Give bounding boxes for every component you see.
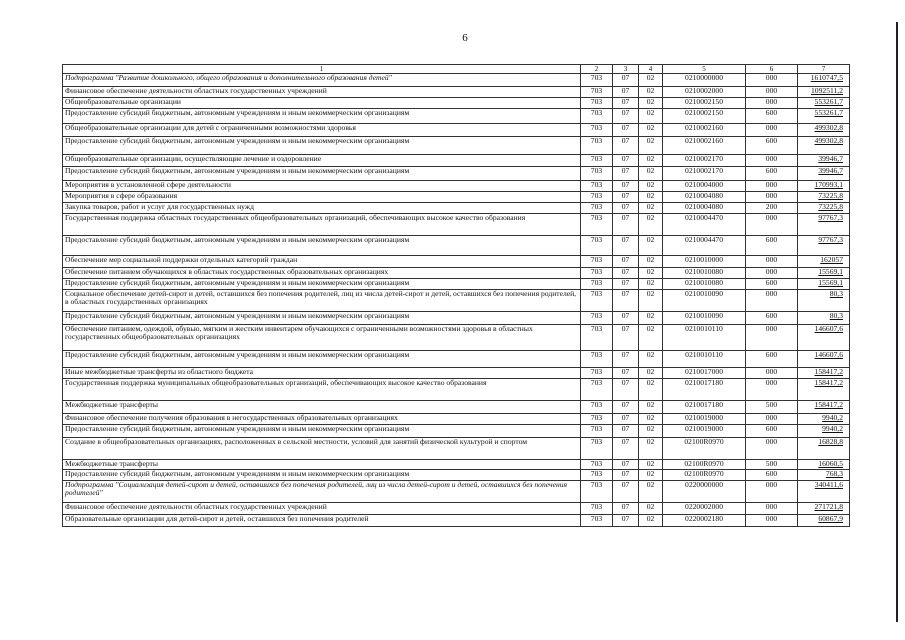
row-ministry-code: 703: [581, 503, 613, 515]
row-ministry-code: 703: [581, 98, 613, 109]
page-number: 6: [462, 32, 468, 44]
row-amount: 499302,8: [798, 137, 850, 155]
row-target-code: 0210010110: [663, 351, 746, 368]
row-section-code: 07: [613, 214, 639, 236]
row-subsection-code: 02: [639, 401, 663, 414]
row-target-code: 0210017180: [663, 401, 746, 414]
row-section-code: 07: [613, 181, 639, 192]
row-subsection-code: 02: [639, 425, 663, 438]
row-amount: 162057: [798, 256, 850, 268]
row-ministry-code: 703: [581, 312, 613, 325]
row-expense-type: 000: [746, 503, 798, 515]
row-target-code: 0210010090: [663, 312, 746, 325]
row-description: Межбюджетные трансферты: [63, 460, 581, 470]
row-description: Обеспечение питанием обучающихся в областных государственных образовательных организациях: [63, 268, 581, 279]
row-description: Образовательные организации для детей-сирот и детей, оставшихся без попечения родителей: [63, 515, 581, 527]
row-section-code: 07: [613, 236, 639, 256]
row-ministry-code: 703: [581, 470, 613, 481]
table-row: [63, 414, 850, 425]
row-description: Финансовое обеспечение получения образования в негосударственных образовательных организациях: [63, 414, 581, 425]
row-section-code: 07: [613, 312, 639, 325]
row-subsection-code: 02: [639, 268, 663, 279]
row-target-code: 0210019000: [663, 425, 746, 438]
row-section-code: 07: [613, 279, 639, 290]
table-row: [63, 268, 850, 279]
page-edge-bar: [896, 22, 898, 622]
header-cell: 3: [613, 65, 639, 74]
row-target-code: 0210004080: [663, 203, 746, 214]
row-section-code: 07: [613, 414, 639, 425]
row-subsection-code: 02: [639, 236, 663, 256]
row-ministry-code: 703: [581, 74, 613, 87]
budget-table: [62, 64, 850, 527]
table-row: [63, 155, 850, 167]
row-expense-type: 000: [746, 214, 798, 236]
row-section-code: 07: [613, 87, 639, 98]
row-expense-type: 600: [746, 351, 798, 368]
table-row: [63, 214, 850, 236]
row-target-code: 02100R0970: [663, 470, 746, 481]
table-row: [63, 74, 850, 87]
table-row: [63, 515, 850, 527]
header-cell: 4: [639, 65, 663, 74]
table-row: [63, 503, 850, 515]
row-subsection-code: 02: [639, 515, 663, 527]
table-row: [63, 98, 850, 109]
row-subsection-code: 02: [639, 137, 663, 155]
row-target-code: 0210017180: [663, 379, 746, 401]
row-target-code: 0210010110: [663, 325, 746, 351]
row-section-code: 07: [613, 137, 639, 155]
table-row: [63, 351, 850, 368]
row-description: Мероприятия в установленной сфере деятельности: [63, 181, 581, 192]
row-expense-type: 600: [746, 137, 798, 155]
table-row: [63, 325, 850, 351]
row-expense-type: 600: [746, 279, 798, 290]
row-section-code: 07: [613, 401, 639, 414]
row-expense-type: 600: [746, 425, 798, 438]
row-target-code: 0210004470: [663, 214, 746, 236]
row-section-code: 07: [613, 256, 639, 268]
table-row: [63, 379, 850, 401]
row-ministry-code: 703: [581, 155, 613, 167]
row-amount: 73225,8: [798, 203, 850, 214]
row-ministry-code: 703: [581, 414, 613, 425]
row-subsection-code: 02: [639, 167, 663, 181]
row-target-code: 0210010080: [663, 279, 746, 290]
row-target-code: 0210002150: [663, 98, 746, 109]
table-row: [63, 312, 850, 325]
row-ministry-code: 703: [581, 481, 613, 503]
row-ministry-code: 703: [581, 167, 613, 181]
row-amount: 499302,8: [798, 124, 850, 137]
row-description: Предоставление субсидий бюджетным, автономным учреждениям и иным некоммерческим организациям: [63, 470, 581, 481]
row-ministry-code: 703: [581, 425, 613, 438]
row-amount: 15569,1: [798, 279, 850, 290]
row-ministry-code: 703: [581, 351, 613, 368]
row-target-code: 0210002160: [663, 124, 746, 137]
row-expense-type: 500: [746, 460, 798, 470]
table-row: [63, 203, 850, 214]
row-target-code: 0220002000: [663, 503, 746, 515]
row-expense-type: 000: [746, 268, 798, 279]
row-amount: 97767,3: [798, 214, 850, 236]
row-description: Закупка товаров, работ и услуг для государственных нужд: [63, 203, 581, 214]
table-row: [63, 481, 850, 503]
row-section-code: 07: [613, 470, 639, 481]
row-description: Обеспечение питанием, одеждой, обувью, мягким и жестким инвентарем обучающихся с ограниченными возможностями здоровья в областных государственных общеобразовательных организациях: [63, 325, 581, 351]
row-expense-type: 000: [746, 98, 798, 109]
row-subsection-code: 02: [639, 379, 663, 401]
row-amount: 80,3: [798, 290, 850, 312]
row-description: Предоставление субсидий бюджетным, автономным учреждениям и иным некоммерческим организациям: [63, 312, 581, 325]
row-section-code: 07: [613, 98, 639, 109]
row-ministry-code: 703: [581, 515, 613, 527]
table-row: [63, 137, 850, 155]
table-row: [63, 438, 850, 460]
row-ministry-code: 703: [581, 203, 613, 214]
row-target-code: 0220002180: [663, 515, 746, 527]
row-subsection-code: 02: [639, 325, 663, 351]
row-amount: 16828,8: [798, 438, 850, 460]
table-row: [63, 181, 850, 192]
row-description: Мероприятия в сфере образования: [63, 192, 581, 203]
row-subsection-code: 02: [639, 414, 663, 425]
row-subsection-code: 02: [639, 351, 663, 368]
row-description: Предоставление субсидий бюджетным, автономным учреждениям и иным некоммерческим организациям: [63, 236, 581, 256]
row-amount: 158417,2: [798, 368, 850, 379]
row-section-code: 07: [613, 290, 639, 312]
row-target-code: 0210000000: [663, 74, 746, 87]
row-description: Подпрограмма "Развитие дошкольного, общего образования и дополнительного образования детей": [63, 74, 581, 87]
row-section-code: 07: [613, 74, 639, 87]
row-expense-type: 000: [746, 290, 798, 312]
row-target-code: 0210010090: [663, 290, 746, 312]
row-ministry-code: 703: [581, 192, 613, 203]
row-ministry-code: 703: [581, 368, 613, 379]
row-expense-type: 000: [746, 368, 798, 379]
row-description: Предоставление субсидий бюджетным, автономным учреждениям и иным некоммерческим организациям: [63, 425, 581, 438]
row-amount: 158417,2: [798, 401, 850, 414]
row-section-code: 07: [613, 268, 639, 279]
row-section-code: 07: [613, 325, 639, 351]
row-expense-type: 600: [746, 312, 798, 325]
header-cell: 2: [581, 65, 613, 74]
row-target-code: 0210010080: [663, 268, 746, 279]
row-section-code: 07: [613, 167, 639, 181]
row-target-code: 0210002170: [663, 167, 746, 181]
header-row: [63, 65, 850, 74]
row-ministry-code: 703: [581, 279, 613, 290]
row-target-code: 02100R0970: [663, 438, 746, 460]
row-expense-type: 000: [746, 325, 798, 351]
row-amount: 39946,7: [798, 167, 850, 181]
row-subsection-code: 02: [639, 155, 663, 167]
row-ministry-code: 703: [581, 290, 613, 312]
row-section-code: 07: [613, 481, 639, 503]
row-section-code: 07: [613, 203, 639, 214]
row-subsection-code: 02: [639, 256, 663, 268]
row-description: Финансовое обеспечение деятельности областных государственных учреждений: [63, 87, 581, 98]
table-row: [63, 460, 850, 470]
row-subsection-code: 02: [639, 368, 663, 379]
row-amount: 9940,2: [798, 425, 850, 438]
row-description: Государственная поддержка областных государственных общеобразовательных организаций, обеспечивающих высокое качество образования: [63, 214, 581, 236]
row-subsection-code: 02: [639, 481, 663, 503]
row-description: Предоставление субсидий бюджетным, автономным учреждениям и иным некоммерческим организациям: [63, 167, 581, 181]
row-amount: 768,3: [798, 470, 850, 481]
row-ministry-code: 703: [581, 379, 613, 401]
row-expense-type: 000: [746, 192, 798, 203]
row-subsection-code: 02: [639, 192, 663, 203]
row-subsection-code: 02: [639, 124, 663, 137]
table-row: [63, 236, 850, 256]
row-expense-type: 000: [746, 124, 798, 137]
row-ministry-code: 703: [581, 401, 613, 414]
row-amount: 39946,7: [798, 155, 850, 167]
row-section-code: 07: [613, 379, 639, 401]
row-target-code: 0210002160: [663, 137, 746, 155]
table-row: [63, 425, 850, 438]
table-row: [63, 109, 850, 124]
row-section-code: 07: [613, 515, 639, 527]
table-row: [63, 256, 850, 268]
row-expense-type: 600: [746, 167, 798, 181]
row-subsection-code: 02: [639, 87, 663, 98]
row-expense-type: 000: [746, 155, 798, 167]
row-description: Общеобразовательные организации, осуществляющие лечение и оздоровление: [63, 155, 581, 167]
row-section-code: 07: [613, 503, 639, 515]
table-row: [63, 167, 850, 181]
row-section-code: 07: [613, 124, 639, 137]
row-target-code: 0220000000: [663, 481, 746, 503]
row-target-code: 0210002000: [663, 87, 746, 98]
row-ministry-code: 703: [581, 214, 613, 236]
row-description: Государственная поддержка муниципальных общеобразовательных организаций, обеспечивающих высокое качество образования: [63, 379, 581, 401]
row-ministry-code: 703: [581, 256, 613, 268]
row-expense-type: 000: [746, 515, 798, 527]
row-ministry-code: 703: [581, 87, 613, 98]
row-ministry-code: 703: [581, 109, 613, 124]
row-target-code: 0210004000: [663, 181, 746, 192]
row-section-code: 07: [613, 460, 639, 470]
row-target-code: 0210019000: [663, 414, 746, 425]
row-description: Создание в общеобразовательных организациях, расположенных в сельской местности, условий для занятий физической культурой и спортом: [63, 438, 581, 460]
header-cell: 7: [798, 65, 850, 74]
table-row: [63, 192, 850, 203]
row-subsection-code: 02: [639, 312, 663, 325]
row-target-code: 02100R0970: [663, 460, 746, 470]
row-expense-type: 000: [746, 181, 798, 192]
row-amount: 146607,6: [798, 325, 850, 351]
row-ministry-code: 703: [581, 268, 613, 279]
header-cell: 5: [663, 65, 746, 74]
row-section-code: 07: [613, 155, 639, 167]
row-subsection-code: 02: [639, 181, 663, 192]
row-description: Финансовое обеспечение деятельности областных государственных учреждений: [63, 503, 581, 515]
row-amount: 97767,3: [798, 236, 850, 256]
row-ministry-code: 703: [581, 236, 613, 256]
row-ministry-code: 703: [581, 137, 613, 155]
row-expense-type: 000: [746, 379, 798, 401]
row-description: Предоставление субсидий бюджетным, автономным учреждениям и иным некоммерческим организациям: [63, 109, 581, 124]
row-amount: 553261,7: [798, 109, 850, 124]
row-expense-type: 000: [746, 256, 798, 268]
row-ministry-code: 703: [581, 460, 613, 470]
row-amount: 146607,6: [798, 351, 850, 368]
header-cell: 6: [746, 65, 798, 74]
row-expense-type: 200: [746, 203, 798, 214]
row-expense-type: 600: [746, 470, 798, 481]
row-target-code: 0210002150: [663, 109, 746, 124]
row-subsection-code: 02: [639, 438, 663, 460]
table-row: [63, 470, 850, 481]
table-row: [63, 401, 850, 414]
row-expense-type: 000: [746, 74, 798, 87]
row-amount: 15569,1: [798, 268, 850, 279]
row-section-code: 07: [613, 425, 639, 438]
row-expense-type: 000: [746, 87, 798, 98]
row-section-code: 07: [613, 438, 639, 460]
row-section-code: 07: [613, 192, 639, 203]
row-expense-type: 000: [746, 438, 798, 460]
row-subsection-code: 02: [639, 503, 663, 515]
row-description: Предоставление субсидий бюджетным, автономным учреждениям и иным некоммерческим организациям: [63, 351, 581, 368]
row-description: Подпрограмма "Социализация детей-сирот и детей, оставшихся без попечения родителей, лиц из числа детей-сирот и детей, оставшихся без попечения родителей": [63, 481, 581, 503]
row-description: Предоставление субсидий бюджетным, автономным учреждениям и иным некоммерческим организациям: [63, 279, 581, 290]
row-section-code: 07: [613, 368, 639, 379]
row-subsection-code: 02: [639, 98, 663, 109]
row-amount: 271721,8: [798, 503, 850, 515]
row-amount: 60867,9: [798, 515, 850, 527]
row-amount: 1610747,5: [798, 74, 850, 87]
table-row: [63, 368, 850, 379]
row-subsection-code: 02: [639, 203, 663, 214]
row-description: Социальное обеспечение детей-сирот и детей, оставшихся без попечения родителей, лиц из числа детей-сирот и детей, оставшихся без попечения родителей, в областных государственных организациях: [63, 290, 581, 312]
row-description: Общеобразовательные организации: [63, 98, 581, 109]
row-expense-type: 600: [746, 109, 798, 124]
row-amount: 340411,6: [798, 481, 850, 503]
row-subsection-code: 02: [639, 74, 663, 87]
row-amount: 170993,1: [798, 181, 850, 192]
row-amount: 1092511,2: [798, 87, 850, 98]
row-section-code: 07: [613, 351, 639, 368]
row-ministry-code: 703: [581, 438, 613, 460]
row-subsection-code: 02: [639, 279, 663, 290]
row-description: Общеобразовательные организации для детей с ограниченными возможностями здоровья: [63, 124, 581, 137]
row-description: Обеспечение мер социальной поддержки отдельных категорий граждан: [63, 256, 581, 268]
table-row: [63, 290, 850, 312]
row-target-code: 0210010000: [663, 256, 746, 268]
row-ministry-code: 703: [581, 325, 613, 351]
row-expense-type: 000: [746, 481, 798, 503]
row-amount: 9940,2: [798, 414, 850, 425]
row-subsection-code: 02: [639, 460, 663, 470]
row-subsection-code: 02: [639, 214, 663, 236]
row-ministry-code: 703: [581, 181, 613, 192]
row-amount: 80,3: [798, 312, 850, 325]
row-amount: 158417,2: [798, 379, 850, 401]
table-row: [63, 87, 850, 98]
table-row: [63, 124, 850, 137]
row-target-code: 0210002170: [663, 155, 746, 167]
row-expense-type: 000: [746, 414, 798, 425]
row-target-code: 0210004470: [663, 236, 746, 256]
row-description: Иные межбюджетные трансферты из областного бюджета: [63, 368, 581, 379]
row-ministry-code: 703: [581, 124, 613, 137]
row-target-code: 0210004080: [663, 192, 746, 203]
row-subsection-code: 02: [639, 470, 663, 481]
row-amount: 16060,5: [798, 460, 850, 470]
row-subsection-code: 02: [639, 109, 663, 124]
budget-table-body: [63, 65, 850, 527]
row-section-code: 07: [613, 109, 639, 124]
row-target-code: 0210017000: [663, 368, 746, 379]
row-description: Предоставление субсидий бюджетным, автономным учреждениям и иным некоммерческим организациям: [63, 137, 581, 155]
row-amount: 553261,7: [798, 98, 850, 109]
row-description: Межбюджетные трансферты: [63, 401, 581, 414]
row-expense-type: 600: [746, 236, 798, 256]
table-row: [63, 279, 850, 290]
row-expense-type: 500: [746, 401, 798, 414]
header-cell: 1: [63, 65, 581, 74]
row-subsection-code: 02: [639, 290, 663, 312]
row-amount: 73225,8: [798, 192, 850, 203]
